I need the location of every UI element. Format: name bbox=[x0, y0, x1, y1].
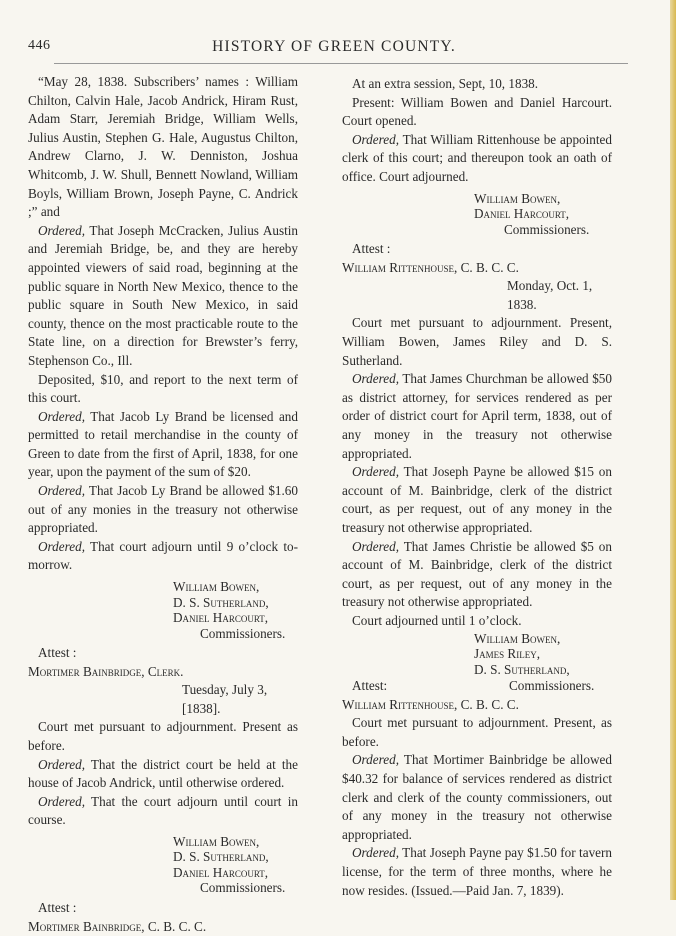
paragraph-payne bbox=[342, 463, 612, 537]
paragraph-text: That William Rittenhouse be appointed clerk of this court; and thereupon took an oath of office. Court adjourned. bbox=[342, 131, 612, 184]
signature-line: William Bowen, bbox=[474, 190, 561, 206]
signature-block bbox=[342, 631, 612, 678]
ordered-label: Ordered, bbox=[352, 752, 399, 768]
ordered-label: Ordered, bbox=[38, 538, 85, 554]
session-date: Tuesday, July 3, [1838]. bbox=[182, 682, 268, 716]
ordered-label: Ordered, bbox=[38, 483, 85, 499]
right-column bbox=[342, 75, 612, 900]
paragraph-road-viewers bbox=[28, 222, 298, 371]
paragraph-text: That James Christie be allowed $5 on account of M. Bainbridge, clerk of the district court, as per request, out of any money in the treasury not otherwise appropriated. bbox=[342, 538, 612, 610]
paragraph-adjourn bbox=[28, 538, 298, 575]
signature-line: D. S. Sutherland, bbox=[173, 594, 269, 610]
paragraph-text: That Joseph Payne be allowed $15 on account of M. Bainbridge, clerk of the district court, as per request, out of any money in the treasury not otherwise appropriated. bbox=[342, 464, 612, 535]
signature-title: Commissioners. bbox=[504, 221, 590, 237]
signature-line: Daniel Harcourt, bbox=[173, 864, 269, 880]
clerk-signature: Mortimer Bainbridge, C. B. C. C. bbox=[28, 918, 207, 934]
header-rule bbox=[54, 63, 628, 64]
paragraph-text: That Jacob Ly Brand be allowed $1.60 out of any monies in the treasury not otherwise appropriated. bbox=[28, 483, 298, 536]
paragraph-court-met: Court met pursuant to adjournment. Present, as before. bbox=[342, 715, 612, 749]
clerk-signature: William Rittenhouse, C. B. C. C. bbox=[342, 259, 519, 275]
paragraph-court-met: Court met pursuant to adjournment. Present as before. bbox=[28, 719, 298, 753]
paragraph-adjourn-course bbox=[28, 793, 298, 830]
attest-label: Attest : bbox=[352, 241, 391, 257]
ordered-label: Ordered, bbox=[38, 408, 85, 424]
attest-row bbox=[342, 677, 612, 696]
ordered-label: Ordered, bbox=[352, 845, 399, 861]
paragraph-tavern bbox=[342, 844, 612, 900]
signature-title: Commissioners. bbox=[200, 880, 286, 896]
paragraph-text: That Mortimer Bainbridge be allowed $40.32 for balance of services rendered as district clerk and clerk of the county commissioners, out of any money in the treasury not otherwise appropriated. bbox=[342, 752, 612, 842]
paragraph-subscribers: “May 28, 1838. Subscribers’ names : William Chilton, Calvin Hale, Jacob Andrick, Hiram Rust, Adam Starr, Jeremiah Bridge, William Wells, Julius Austin, Stephen G. Hale, Augustus Chilton, Andrew Clarno, J. W. Denniston, Joshua Whitcomb, J. W. Shull, Bennett Nowland, William Boyls, William Brown, Joseph Payne, C. Andrick ;” and bbox=[28, 74, 298, 220]
signature-line: D. S. Sutherland, bbox=[474, 661, 570, 677]
signature-block bbox=[28, 830, 298, 896]
signature-line: William Bowen, bbox=[474, 630, 561, 646]
attest-label: Attest : bbox=[38, 899, 77, 915]
ordered-label: Ordered, bbox=[38, 222, 85, 238]
paragraph-text: That James Churchman be allowed $50 as district attorney, for services rendered as per order of district court for April term, 1838, out of any money in the treasury not otherwise appropriated. bbox=[342, 371, 612, 461]
signature-block bbox=[342, 187, 612, 238]
ordered-label: Ordered, bbox=[352, 464, 399, 480]
page-edge bbox=[670, 0, 676, 900]
paragraph-rittenhouse bbox=[342, 131, 612, 187]
attest-label: Attest: bbox=[352, 678, 388, 694]
paragraph-text: That Joseph McCracken, Julius Austin and Jeremiah Bridge, be, and they are hereby appointed viewers of said road, beginning at the public square in North New Mexico, thence to the public square in South New Mexico, in said county, thence on the most practicable route to the State line, on a direction for Brewster’s ferry, Stephenson Co., Ill. bbox=[28, 222, 298, 368]
session-date: Monday, Oct. 1, 1838. bbox=[507, 278, 593, 312]
page-header bbox=[28, 38, 640, 58]
signature-title: Commissioners. bbox=[200, 625, 286, 641]
signature-block bbox=[28, 575, 298, 641]
signature-title: Commissioners. bbox=[509, 678, 595, 694]
signature-line: James Riley, bbox=[474, 646, 541, 662]
paragraph-text: That the court adjourn until court in course. bbox=[28, 793, 298, 828]
paragraph-text: That Joseph Payne pay $1.50 for tavern license, for the term of three months, where he now resides. (Issued.—Paid Jan. 7, 1839). bbox=[342, 845, 612, 898]
paragraph-christie bbox=[342, 538, 612, 612]
attest-label: Attest : bbox=[38, 645, 77, 661]
paragraph-court-met: Court met pursuant to adjournment. Present, William Bowen, James Riley and D. S. Sutherland. bbox=[342, 315, 612, 368]
ordered-label: Ordered, bbox=[352, 131, 399, 147]
paragraph-district-court bbox=[28, 756, 298, 793]
signature-line: D. S. Sutherland, bbox=[173, 849, 269, 865]
paragraph-bainbridge bbox=[342, 751, 612, 844]
ordered-label: Ordered, bbox=[352, 371, 399, 387]
paragraph-license bbox=[28, 408, 298, 482]
signature-line: William Bowen, bbox=[173, 833, 260, 849]
ordered-label: Ordered, bbox=[352, 538, 399, 554]
running-title: HISTORY OF GREEN COUNTY. bbox=[212, 38, 456, 55]
left-column bbox=[28, 70, 298, 936]
paragraph-present: Present: William Bowen and Daniel Harcourt. Court opened. bbox=[342, 94, 612, 129]
page-number: 446 bbox=[28, 38, 51, 53]
clerk-signature: Mortimer Bainbridge, Clerk. bbox=[28, 663, 184, 679]
ordered-label: Ordered, bbox=[38, 756, 85, 772]
paragraph-text: That court adjourn until 9 o’clock to-morrow. bbox=[28, 538, 298, 573]
paragraph-text: That Jacob Ly Brand be licensed and permitted to retail merchandise in the county of Green to date from the first of April, 1838, for one year, upon the payment of the sum of $20. bbox=[28, 408, 298, 480]
paragraph-extra-session: At an extra session, Sept, 10, 1838. bbox=[352, 76, 539, 91]
signature-line: Daniel Harcourt, bbox=[474, 206, 570, 222]
signature-line: Daniel Harcourt, bbox=[173, 610, 269, 626]
signature-line: William Bowen, bbox=[173, 579, 260, 595]
paragraph-deposit: Deposited, $10, and report to the next term of this court. bbox=[28, 371, 298, 406]
paragraph-allowance bbox=[28, 482, 298, 538]
clerk-signature: William Rittenhouse, C. B. C. C. bbox=[342, 696, 519, 712]
ordered-label: Ordered, bbox=[38, 793, 85, 809]
paragraph-adjourned: Court adjourned until 1 o’clock. bbox=[352, 612, 522, 628]
paragraph-text: That the district court be held at the house of Jacob Andrick, until otherwise ordered. bbox=[28, 756, 298, 791]
paragraph-churchman bbox=[342, 370, 612, 463]
